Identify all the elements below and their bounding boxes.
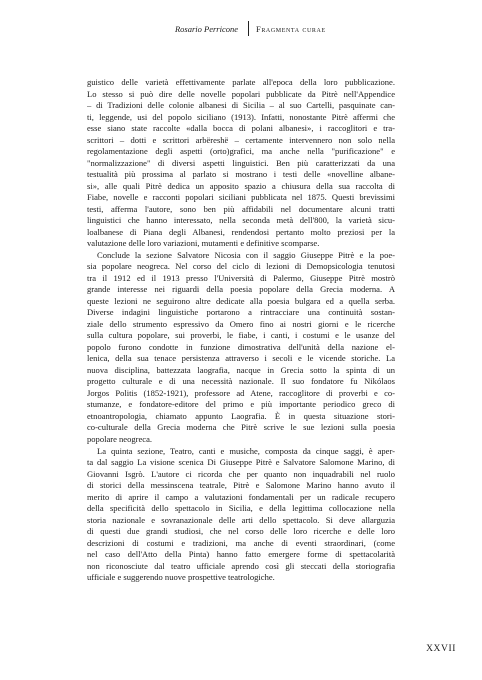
header-divider [248,21,249,36]
text-line: sulla cultura popolare, sui proverbi, le fiabe, i canti, i costumi e le usanze del [87,330,395,341]
text-line: queste lezioni ne seguirono altre dedicate alla poesia bulgara ed a quella serba. [87,295,395,306]
text-line: etnoantropologia, chiamato appunto Laografia. È in questa situazione stori- [87,410,395,421]
text-line: Lo stesso si può dire delle novelle popolari pubblicate da Pitrè nell'Appendice [87,88,395,99]
text-line: di questi due grandi studiosi, che nel corso delle loro ricerche e delle loro [87,526,395,537]
text-line: valutazione delle loro variazioni, mutamenti e definitive scomparse. [87,238,320,249]
text-line: testualità più prossima al parlato si mostrano i testi delle «novelline albane- [87,169,395,180]
text-line: scrittori – dotti e scrittori arbëreshë – certamente intervennero non solo nella [87,134,395,145]
body-text [87,77,395,584]
text-line: nel caso dell'Atto della Pinta) hanno fatto emergere forme di spettacolarità [87,549,395,560]
text-line: grande interesse nei riguardi della poesia popolare della Grecia moderna. A [87,284,395,295]
text-line: stumanze, e fondatore-editore del primo e più importante periodico greco di [87,399,395,410]
page-number: XXVII [426,644,456,654]
text-line: loalbanese di Piana degli Albanesi, rendendosi pertanto molto preziosi per la [87,226,395,237]
text-line: merito di aprire il campo a valutazioni fondamentali per un radicale recupero [87,491,395,502]
text-line: ziale dello strumento espressivo da Omero fino ai nostri giorni e le ricerche [87,318,395,329]
text-line: ti, leggende, usi del popolo siciliano (1913). Infatti, nonostante Pitrè affermi che [87,111,395,122]
text-line: Diverse indagini linguistiche portarono a rintracciare una continuità sostan- [87,307,395,318]
text-line: si», alle quali Pitrè dedica un apposito spazio a chiusura della sua raccolta di [87,180,395,191]
text-line: Conclude la sezione Salvatore Nicosia con il saggio Giuseppe Pitrè e la poe- [97,249,395,260]
running-header-author: Rosario Perricone [174,24,238,34]
text-line: co-culturale della Grecia moderna che Pitrè scrive le sue lezioni sulla poesia [87,422,395,433]
text-line: linguistici che hanno interessato, nella seconda metà dell'800, la varietà sicu- [87,215,395,226]
text-line: di storici della messinscena teatrale, Pitrè e Salomone Marino hanno avuto il [87,480,395,491]
text-line: – di Tradizioni delle colonie albanesi di Sicilia – al suo Cartelli, pasquinate can- [87,100,395,111]
running-header-title: Fragmenta curae [256,24,326,34]
text-line: popolo furono condotte in funzione dimostrativa dell'unità della nazione el- [87,341,395,352]
text-line: Giovanni Isgrò. L'autore ci ricorda che per quanto non inquadrabili nel ruolo [87,468,395,479]
text-line: testi, afferma l'autore, sono ben più affidabili nel documentare alcuni tratti [87,203,395,214]
text-line: progetto culturale e di una necessità nazionale. Il suo fondatore fu Nikólaos [87,376,395,387]
text-line: lenica, della sua tenace persistenza attraverso i secoli e le vicende storiche. La [87,353,395,364]
text-line: guistico delle varietà effettivamente parlate all'epoca della loro pubblicazione. [87,77,395,87]
text-line: La quinta sezione, Teatro, canti e musiche, composta da cinque saggi, è aper- [97,445,395,456]
text-line: tra il 1912 ed il 1913 presso l'Università di Palermo, Giuseppe Pitrè mostrò [87,272,395,283]
text-line: Fiabe, novelle e racconti popolari siciliani pubblicata nel 1875. Questi brevissimi [87,192,395,203]
text-line: non riconosciute dal teatro ufficiale aprendo così gli steccati della storiografia [87,560,395,571]
text-line: storia nazionale e sovranazionale delle arti dello spettacolo. Si deve allarguzia [87,514,395,525]
text-line: regolamentazione degli aspetti (orto)grafici, ma anche nella "purificazione" e [87,146,395,157]
text-line: popolare neogreca. [87,433,153,444]
text-line: nuova disciplina, battezzata laografia, nacque in Grecia sotto la spinta di un [87,364,395,375]
text-line: ta dal saggio La visione scenica Di Giuseppe Pitrè e Salvatore Salomone Marino, di [87,457,395,468]
text-line: sia popolare neogreca. Nel corso del ciclo di lezioni di Demopsicologia tenutosi [87,261,395,272]
text-line: della specificità dello spettacolo in Sicilia, e della legittima collocazione nella [87,503,395,514]
text-line: esse siano state raccolte «dalla bocca di polani albanesi», i raccoglitori e tra- [87,123,395,134]
text-line: ufficiale e suggerendo nuove prospettive teatrologiche. [87,572,275,583]
text-line: descrizioni di costumi e tradizioni, ma anche di eventi straordinari, (come [87,537,395,548]
text-line: "normalizzazione" di diversi aspetti linguistici. Ben più caratterizzati da una [87,157,395,168]
text-line: Jorgos Politis (1852-1921), professore ad Atene, raccoglitore di proverbi e co- [87,387,395,398]
running-header [0,24,482,38]
